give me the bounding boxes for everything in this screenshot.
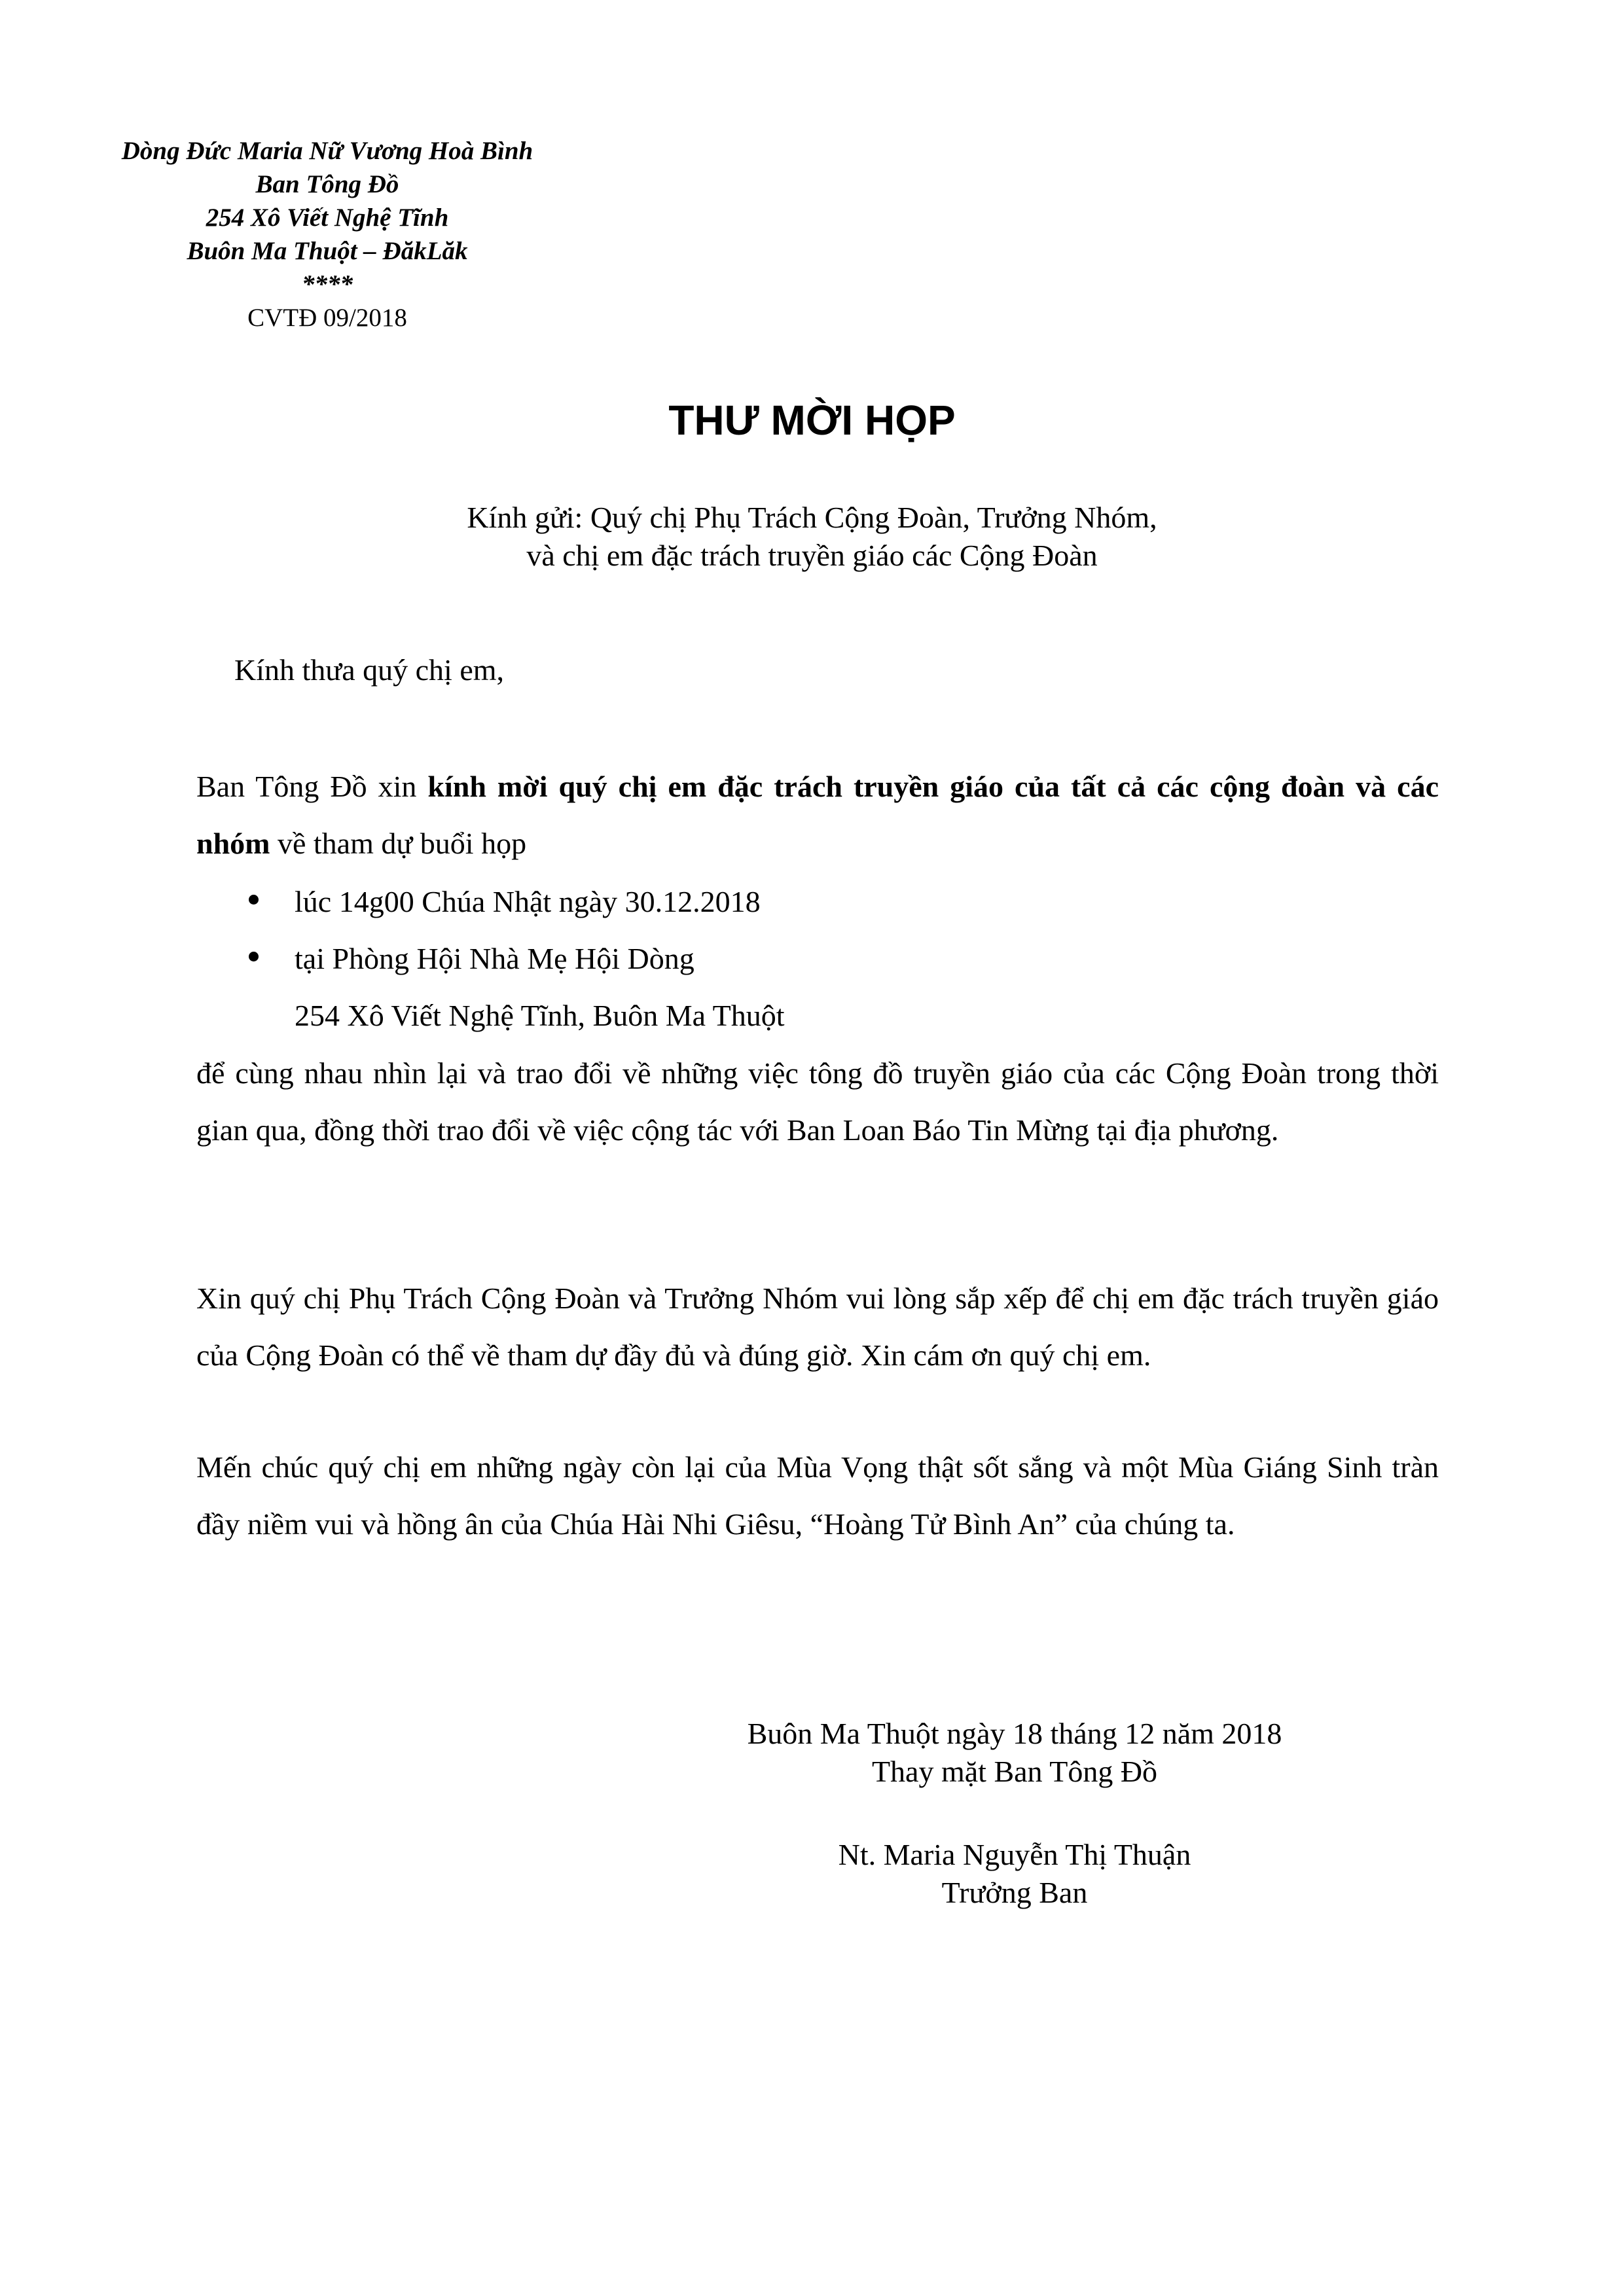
signature-on-behalf: Thay mặt Ban Tông Đồ (871, 1755, 1158, 1788)
paragraph-request: Xin quý chị Phụ Trách Cộng Đoàn và Trưởng Nhóm vui lòng sắp xếp để chị em đặc trách truyền giáo của Cộng Đoàn có thể về tham dự đầy đủ và đúng giờ. Xin cám ơn quý chị em. (196, 1282, 1439, 1372)
signature-date: Buôn Ma Thuột ngày 18 tháng 12 năm 2018 (747, 1717, 1282, 1750)
sender-separator: **** (302, 270, 353, 298)
reference-number: CVTĐ 09/2018 (247, 304, 407, 332)
recipient-block (0, 499, 1624, 575)
letter-title: THƯ MỜI HỌP (668, 397, 956, 444)
paragraph-wishes: Mến chúc quý chị em những ngày còn lại của Mùa Vọng thật sốt sắng và một Mùa Giáng Sinh tràn đầy niềm vui và hồng ân của Chúa Hài Nhi Giêsu, “Hoàng Tử Bình An” của chúng ta. (196, 1450, 1439, 1541)
sender-city: Buôn Ma Thuột – ĐăkLăk (187, 237, 468, 265)
list-item (196, 930, 1439, 987)
paragraph-invitation-bold: kính mời quý chị em đặc trách truyền giáo của tất cả các cộng đoàn và các nhóm (196, 770, 1439, 860)
list-item (196, 873, 1439, 930)
meeting-address: 254 Xô Viết Nghệ Tĩnh, Buôn Ma Thuột (295, 999, 785, 1032)
recipient-line-2: và chị em đặc trách truyền giáo các Cộng Đoàn (526, 539, 1098, 572)
greeting: Kính thưa quý chị em, (234, 653, 505, 687)
paragraph-invitation-tail: về tham dự buổi họp (270, 827, 527, 860)
paragraph-purpose: để cùng nhau nhìn lại và trao đổi về những việc tông đồ truyền giáo của các Cộng Đoàn trong thời gian qua, đồng thời trao đổi về việc cộng tác với Ban Loan Báo Tin Mừng tại địa phương. (196, 1056, 1439, 1147)
sender-block (98, 134, 556, 334)
signature-name-block (687, 1836, 1342, 1912)
signature-role: Trưởng Ban (941, 1876, 1088, 1909)
signature-name: Nt. Maria Nguyễn Thị Thuận (838, 1838, 1191, 1871)
meeting-details-list (196, 873, 1439, 987)
bullet-place: tại Phòng Hội Nhà Mẹ Hội Dòng (295, 942, 695, 975)
recipient-line-1: Kính gửi: Quý chị Phụ Trách Cộng Đoàn, Trưởng Nhóm, (467, 501, 1157, 534)
sender-street: 254 Xô Viết Nghệ Tĩnh (206, 204, 449, 232)
bullet-time: lúc 14g00 Chúa Nhật ngày 30.12.2018 (295, 885, 761, 918)
paragraph-invitation (196, 758, 1439, 872)
bullet-dot-icon (249, 952, 259, 961)
sender-org: Dòng Đức Maria Nữ Vương Hoà Bình (121, 137, 533, 165)
sender-dept: Ban Tông Đồ (255, 170, 399, 198)
signature-date-block (687, 1715, 1342, 1791)
bullet-dot-icon (249, 895, 259, 905)
paragraph-invitation-lead: Ban Tông Đồ xin (196, 770, 428, 803)
